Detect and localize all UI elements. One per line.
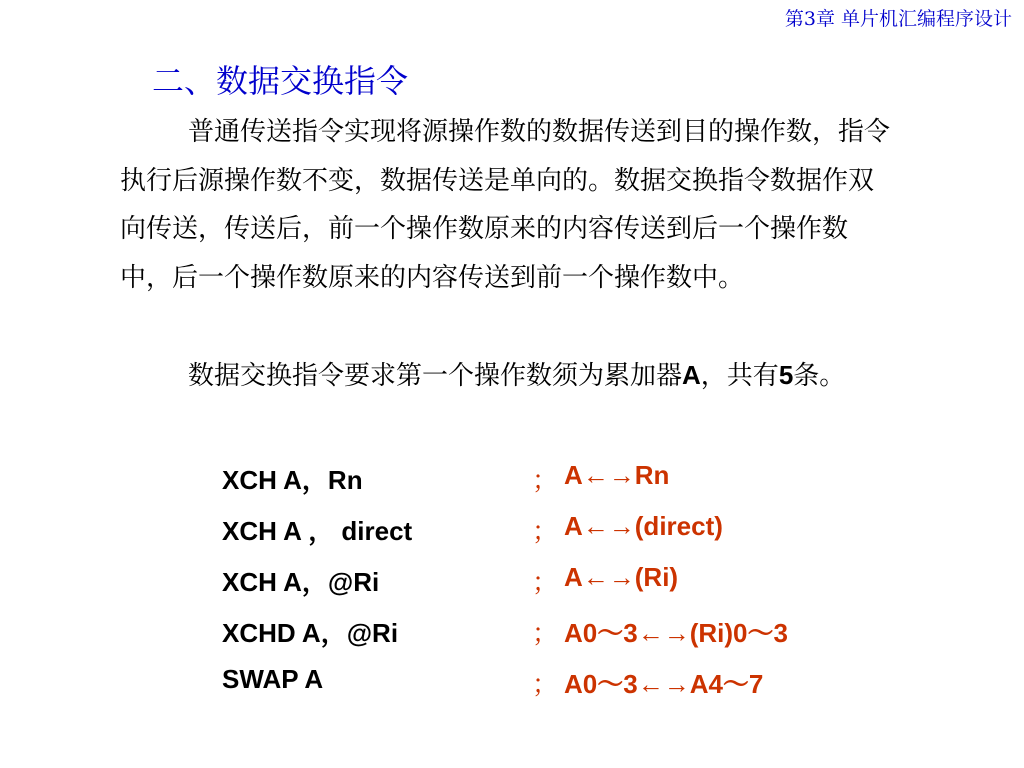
requirement-connector: ，共有 — [700, 361, 779, 391]
paragraph-text: 普通传送指令实现将源操作数的数据传送到目的操作数，指令执行后源操作数不变，数据传送是单向的。数据交换指令数据作双向传送，传送后，前一个操作数原来的内容传送到后一个操作数中，后一个操作数原来的内容传送到前一个操作数中。 — [120, 117, 891, 293]
section-heading: 二、数据交换指令 — [152, 62, 409, 100]
requirement-text: 数据交换指令要求第一个操作数须为累加器 — [188, 361, 683, 391]
instruction-comment: A0～3←→(Ri)0～3 — [564, 618, 788, 648]
instruction-comment: A0～3←→A4～7 — [564, 669, 764, 699]
intro-paragraph — [120, 108, 890, 302]
comment-separator: ； — [532, 567, 559, 597]
instruction-comment: A←→(Ri) — [564, 562, 679, 592]
comment-separator: ； — [532, 669, 559, 699]
requirement-paragraph — [120, 351, 890, 401]
comment-separator: ； — [532, 465, 559, 495]
instruction-code: XCH A ， direct — [222, 516, 413, 546]
instruction-comment: A←→(direct) — [564, 511, 723, 541]
comment-separator: ； — [532, 618, 559, 648]
instruction-code: XCH A，@Ri — [222, 567, 380, 597]
instruction-code: XCHD A，@Ri — [222, 618, 399, 648]
instruction-code: SWAP A — [222, 664, 324, 694]
instruction-count: 5 — [778, 360, 794, 390]
instruction-code: XCH A，Rn — [222, 465, 363, 495]
accumulator-label: A — [682, 360, 701, 390]
comment-separator: ； — [532, 516, 559, 546]
requirement-end: 条。 — [793, 361, 846, 391]
chapter-header: 第3章 单片机汇编程序设计 — [784, 8, 1012, 30]
instruction-comment: A←→Rn — [564, 460, 670, 490]
